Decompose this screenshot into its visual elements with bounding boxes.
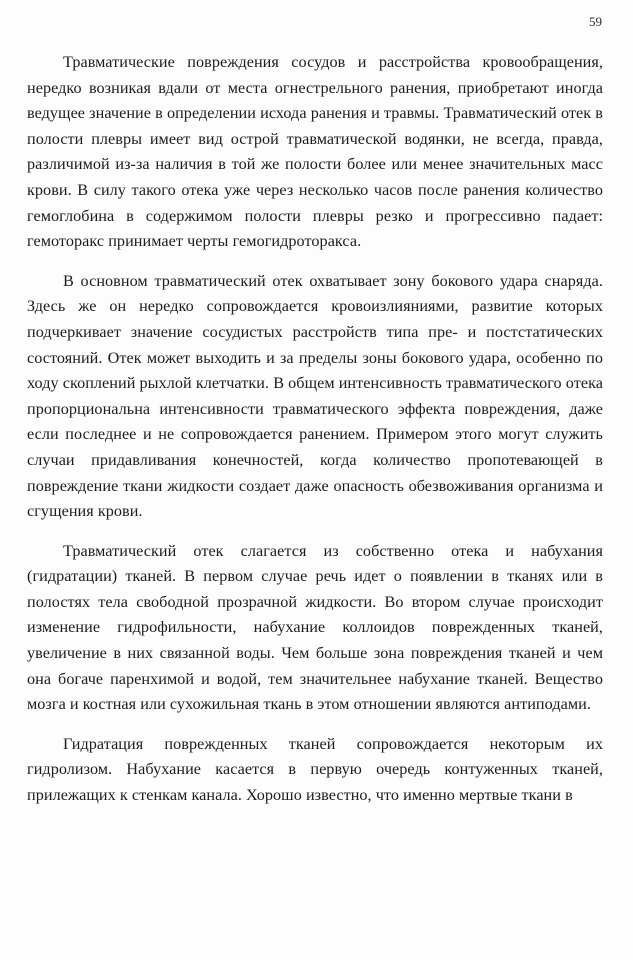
paragraph-hydration: Гидратация поврежденных тканей сопровождается некоторым их гидролизом. Набухание касается в первую очередь контуженных тканей, прилежащих к стенкам канала. Хорошо известно, что именно мертвые ткани в (27, 734, 603, 805)
paragraph-traumatic-vascular-damage: Травматические повреждения сосудов и расстройства кровообращения, нередко возникая вдали от места огнестрельного ранения, приобретают иногда ведущее значение в определении исхода ранения и травмы. Травматический отек в полости плевры имеет вид острой травматической водянки, не всегда, правда, различимой из-за наличия в той же полости более или менее значительных масс крови. В силу такого отека уже через несколько часов после ранения количество гемоглобина в содержимом полости плевры резко и прогрессивно падает: гемоторакс принимает черты гемогидроторакса. (27, 53, 603, 251)
paragraph-traumatic-edema-zone: В основном травматический отек охватывает зону бокового удара снаряда. Здесь же он нередко сопровождается кровоизлияниями, развитие которых подчеркивает значение сосудистых расстройств типа пре- и постстатических состояний. Отек может выходить и за пределы зоны бокового удара, особенно по ходу скоплений рыхлой клетчатки. В общем интенсивность травматического отека пропорциональна интенсивности травматического эффекта повреждения, даже если последнее и не сопровождается ранением. Примером этого могут служить случаи придавливания конечностей, когда количество пропотевающей в повреждение ткани жидкости создает даже опасность обезвоживания организма и сгущения крови. (27, 271, 603, 521)
page-number: 59 (589, 14, 602, 29)
paragraph-edema-composition: Травматический отек слагается из собственно отека и набухания (гидратации) тканей. В первом случае речь идет о появлении в тканях или в полостях тела свободной прозрачной жидкости. Во втором случае происходит изменение гидрофильности, набухание коллоидов поврежденных тканей, увеличение в них связанной воды. Чем больше зона повреждения тканей и чем она богаче паренхимой и водой, тем значительнее набухание тканей. Вещество мозга и костная или сухожильная ткань в этом отношении являются антиподами. (27, 541, 603, 714)
body-text (27, 50, 603, 823)
